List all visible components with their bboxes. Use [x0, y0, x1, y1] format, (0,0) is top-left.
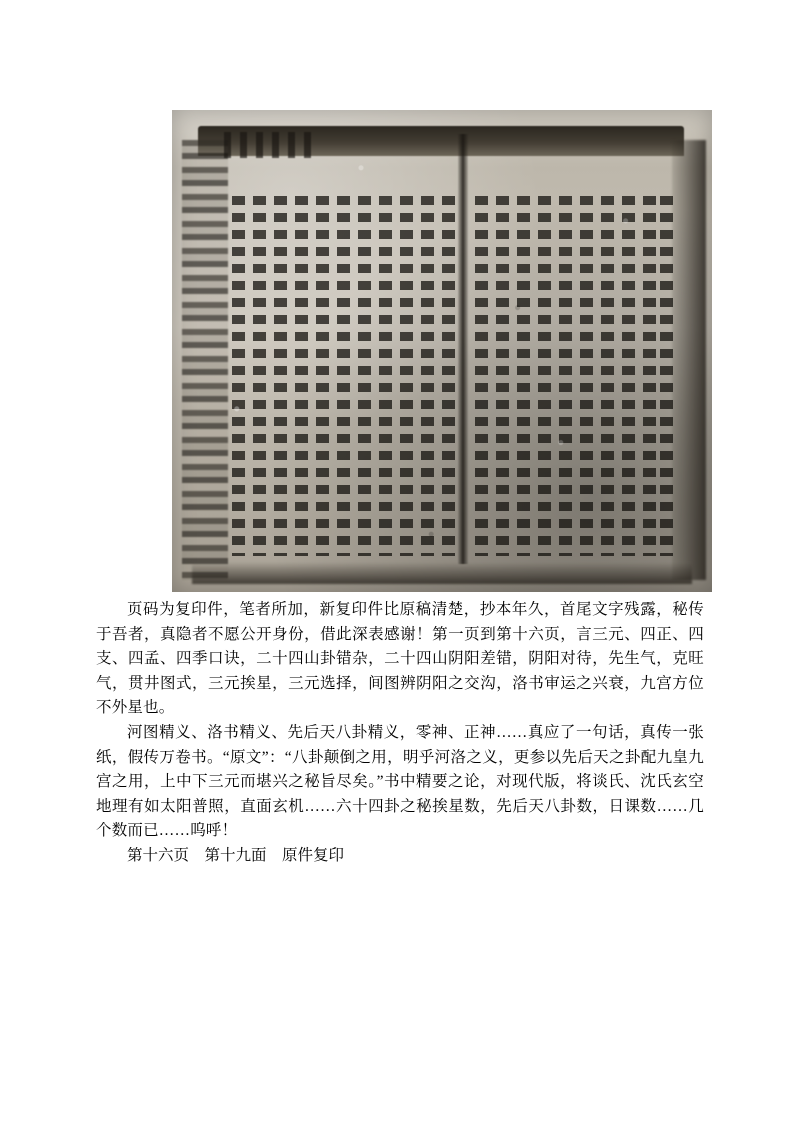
- brush-column: [379, 196, 392, 556]
- brush-column: [232, 196, 245, 556]
- paragraph-1: 页码为复印件，笔者所加，新复印件比原稿清楚，抄本年久，首尾文字残露，秘传于吾者，真隐者不愿公开身份，借此深表感谢！第一页到第十六页，言三元、四正、四支、四孟、四季口诀，二十四山卦错杂，二十四山阴阳差错，阴阳对待，先生气，克旺气，贯井图式，三元挨星，三元选择，间图辨阴阳之交沟，洛书审运之兴衰，九宫方位不外星也。: [96, 601, 704, 717]
- body-text: [96, 598, 704, 869]
- brush-column: [316, 196, 329, 556]
- brush-column: [400, 196, 413, 556]
- brush-column: [643, 196, 656, 556]
- handwritten-page-number: [224, 132, 316, 158]
- brush-column: [517, 196, 530, 556]
- brush-column: [421, 196, 434, 556]
- paragraph-2: 河图精义、洛书精义、先后天八卦精义，零神、正神……真应了一句话，真传一张纸，假传万卷书。“原文”：“八卦颠倒之用，明乎河洛之义，更参以先后天之卦配九皇九宫之用，上中下三元而堪兴之秘旨尽矣。”书中精要之论，对现代版，将谈氏、沈氏玄空地理有如太阳普照，直面玄机……六十四卦之秘挨星数，先后天八卦数，日课数……几个数而已……呜呼！: [96, 723, 704, 840]
- brush-column: [559, 196, 572, 556]
- brush-column: [274, 196, 287, 556]
- manuscript-photo: [172, 110, 712, 592]
- brush-column: [442, 196, 455, 556]
- brush-column: [358, 196, 371, 556]
- brush-column: [295, 196, 308, 556]
- torn-left-margin: [182, 140, 228, 580]
- handwritten-columns: [232, 196, 672, 556]
- brush-column: [538, 196, 551, 556]
- page-reference-line: 第十六页 第十九面 原件复印: [127, 846, 345, 864]
- brush-column: [496, 196, 509, 556]
- brush-column: [622, 196, 635, 556]
- brush-column: [660, 196, 673, 556]
- brush-column: [580, 196, 593, 556]
- brush-column: [475, 196, 488, 556]
- manuscript-figure: [172, 110, 712, 592]
- brush-column: [253, 196, 266, 556]
- book-bottom-edge: [192, 562, 692, 584]
- brush-column: [601, 196, 614, 556]
- brush-column: [337, 196, 350, 556]
- book-right-edge: [672, 140, 706, 580]
